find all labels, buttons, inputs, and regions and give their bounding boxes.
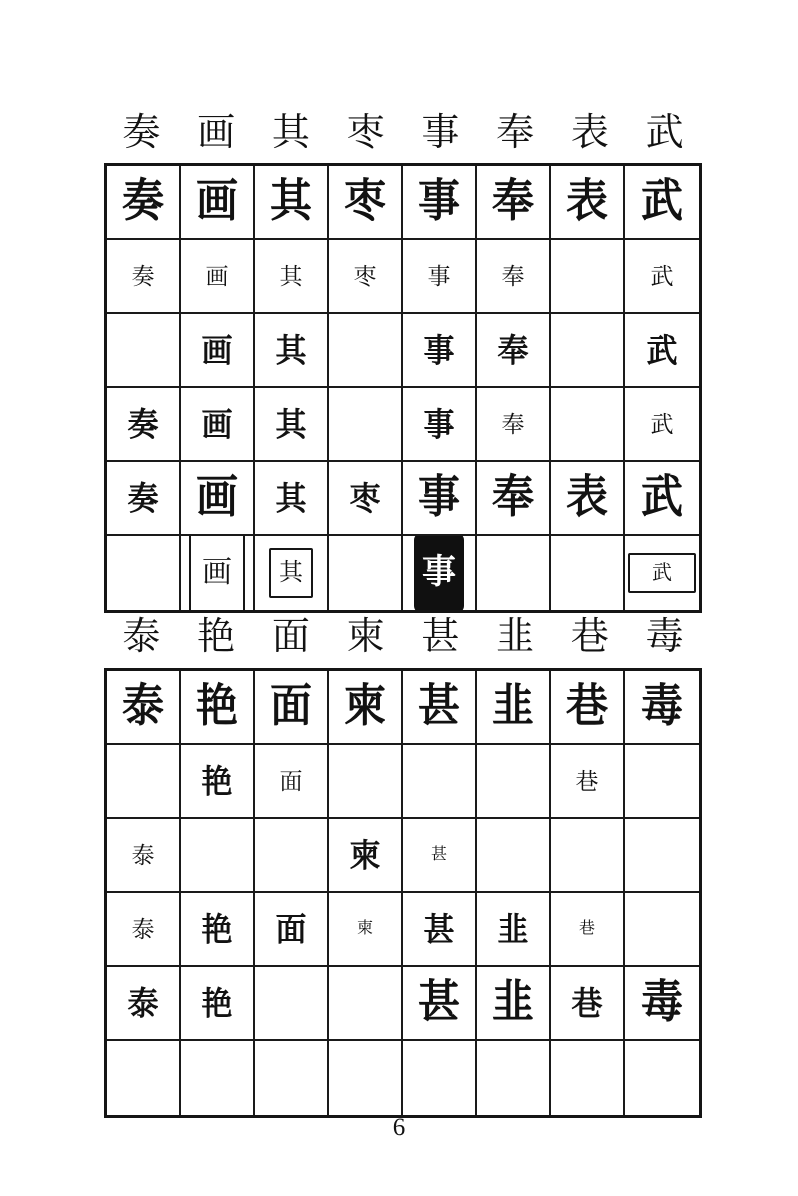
glyph-cell bbox=[181, 536, 255, 610]
ancient-script-glyph: 毒 bbox=[640, 682, 683, 732]
glyph-cell bbox=[255, 462, 329, 536]
page-number: 6 bbox=[392, 1114, 406, 1141]
ancient-script-glyph: 表 bbox=[565, 177, 608, 227]
glyph-cell bbox=[551, 166, 625, 240]
ancient-script-glyph: 枣 bbox=[353, 263, 377, 289]
glyph-cell-empty bbox=[477, 745, 551, 819]
ancient-script-glyph: 奉 bbox=[497, 331, 529, 369]
glyph-cell bbox=[329, 462, 403, 536]
glyph-cell-empty bbox=[181, 819, 255, 893]
ancient-script-glyph: 枣 bbox=[349, 479, 381, 517]
glyph-cell bbox=[551, 671, 625, 745]
glyph-cell bbox=[329, 671, 403, 745]
glyph-cell-empty bbox=[107, 536, 181, 610]
header-character: 奏 bbox=[122, 112, 161, 154]
ancient-script-glyph: 甚 bbox=[430, 846, 447, 863]
ancient-script-glyph: 武 bbox=[640, 177, 683, 227]
ancient-script-glyph: 画 bbox=[195, 177, 238, 227]
ancient-script-glyph: 事 bbox=[427, 263, 451, 289]
glyph-cell-empty bbox=[477, 536, 551, 610]
glyph-cell-empty bbox=[107, 314, 181, 388]
ancient-script-glyph: 奉 bbox=[501, 411, 525, 437]
glyph-cell-empty bbox=[329, 967, 403, 1041]
ancient-script-glyph: 奉 bbox=[491, 473, 534, 523]
glyph-cell bbox=[329, 166, 403, 240]
ancient-script-glyph: 奏 bbox=[127, 479, 159, 517]
glyph-cell bbox=[477, 240, 551, 314]
ancient-script-glyph: 泰 bbox=[131, 916, 155, 942]
ancient-script-glyph: 其 bbox=[275, 479, 307, 517]
glyph-cell-empty bbox=[551, 240, 625, 314]
glyph-cell-empty bbox=[625, 745, 699, 819]
glyph-cell-empty bbox=[329, 388, 403, 462]
glyph-cell bbox=[625, 462, 699, 536]
glyph-cell bbox=[107, 166, 181, 240]
glyph-cell bbox=[625, 388, 699, 462]
glyph-cell-empty bbox=[107, 745, 181, 819]
glyph-cell bbox=[477, 462, 551, 536]
ancient-script-glyph: 泰 bbox=[121, 682, 164, 732]
ancient-script-glyph: 艳 bbox=[201, 984, 233, 1022]
glyph-cell bbox=[625, 240, 699, 314]
glyph-cell bbox=[107, 462, 181, 536]
glyph-cell-empty bbox=[403, 1041, 477, 1115]
ancient-script-glyph: 巷 bbox=[578, 920, 595, 937]
glyph-cell bbox=[181, 893, 255, 967]
header-character: 表 bbox=[570, 112, 609, 154]
glyph-cell-empty bbox=[551, 536, 625, 610]
header-character: 枣 bbox=[346, 112, 385, 154]
glyph-cell bbox=[625, 671, 699, 745]
ancient-script-glyph: 柬 bbox=[343, 682, 386, 732]
glyph-cell bbox=[403, 671, 477, 745]
ancient-script-glyph: 画 bbox=[201, 331, 233, 369]
header-character: 艳 bbox=[197, 616, 236, 658]
ancient-script-glyph: 武 bbox=[640, 473, 683, 523]
ancient-script-glyph: 其 bbox=[269, 548, 313, 598]
glyph-cell bbox=[625, 314, 699, 388]
glyph-cell bbox=[551, 967, 625, 1041]
glyph-cell bbox=[255, 745, 329, 819]
glyph-cell bbox=[181, 671, 255, 745]
ancient-script-glyph: 柬 bbox=[356, 920, 373, 937]
glyph-cell bbox=[551, 462, 625, 536]
glyph-cell-empty bbox=[255, 967, 329, 1041]
ancient-script-glyph: 事 bbox=[423, 405, 455, 443]
glyph-cell bbox=[403, 819, 477, 893]
glyph-cell bbox=[107, 388, 181, 462]
header-character: 武 bbox=[645, 112, 684, 154]
ancient-script-glyph: 枣 bbox=[343, 177, 386, 227]
ancient-script-glyph: 韭 bbox=[491, 978, 534, 1028]
glyph-cell bbox=[403, 166, 477, 240]
ancient-script-glyph: 面 bbox=[275, 910, 307, 948]
glyph-cell bbox=[107, 240, 181, 314]
glyph-cell-empty bbox=[551, 1041, 625, 1115]
glyph-cell bbox=[181, 314, 255, 388]
ancient-script-glyph: 艳 bbox=[201, 910, 233, 948]
header-character: 韭 bbox=[496, 616, 535, 658]
ancient-script-glyph: 甚 bbox=[417, 978, 460, 1028]
glyph-cell bbox=[403, 893, 477, 967]
ancient-script-glyph: 泰 bbox=[127, 984, 159, 1022]
ancient-script-glyph: 巷 bbox=[565, 682, 608, 732]
header-character: 面 bbox=[271, 616, 310, 658]
glyph-cell-empty bbox=[477, 1041, 551, 1115]
glyph-cell-empty bbox=[551, 388, 625, 462]
script-variant-grid-1 bbox=[104, 163, 702, 613]
glyph-cell-empty bbox=[329, 745, 403, 819]
ancient-script-glyph: 柬 bbox=[349, 836, 381, 874]
ancient-script-glyph: 韭 bbox=[497, 910, 529, 948]
ancient-script-glyph: 其 bbox=[275, 405, 307, 443]
glyph-cell-empty bbox=[329, 1041, 403, 1115]
ancient-script-glyph: 面 bbox=[279, 768, 303, 794]
glyph-cell bbox=[181, 166, 255, 240]
ancient-script-glyph: 事 bbox=[417, 473, 460, 523]
glyph-cell-empty bbox=[551, 819, 625, 893]
header-char-row-2 bbox=[104, 614, 702, 660]
glyph-cell-empty bbox=[329, 536, 403, 610]
glyph-cell bbox=[403, 388, 477, 462]
script-variant-grid-2 bbox=[104, 668, 702, 1118]
ancient-script-glyph: 其 bbox=[269, 177, 312, 227]
ancient-script-glyph: 奉 bbox=[491, 177, 534, 227]
glyph-cell bbox=[625, 536, 699, 610]
header-character: 毒 bbox=[645, 616, 684, 658]
glyph-cell-empty bbox=[625, 819, 699, 893]
glyph-cell bbox=[477, 166, 551, 240]
ancient-script-glyph: 画 bbox=[201, 405, 233, 443]
ancient-script-glyph: 事 bbox=[423, 331, 455, 369]
ancient-script-glyph: 毒 bbox=[640, 978, 683, 1028]
glyph-cell bbox=[255, 671, 329, 745]
glyph-cell bbox=[255, 388, 329, 462]
header-char-row-1 bbox=[104, 110, 702, 156]
glyph-cell bbox=[181, 240, 255, 314]
glyph-cell bbox=[107, 893, 181, 967]
glyph-cell bbox=[477, 314, 551, 388]
glyph-cell bbox=[181, 462, 255, 536]
glyph-cell-empty bbox=[403, 745, 477, 819]
glyph-cell bbox=[255, 166, 329, 240]
glyph-cell bbox=[255, 314, 329, 388]
header-character: 甚 bbox=[421, 616, 460, 658]
ancient-script-glyph: 甚 bbox=[423, 910, 455, 948]
glyph-cell bbox=[551, 745, 625, 819]
ancient-script-glyph: 面 bbox=[269, 682, 312, 732]
header-character: 事 bbox=[421, 112, 460, 154]
glyph-cell-empty bbox=[181, 1041, 255, 1115]
glyph-cell-empty bbox=[107, 1041, 181, 1115]
glyph-cell bbox=[255, 240, 329, 314]
ancient-script-glyph: 韭 bbox=[491, 682, 534, 732]
glyph-cell bbox=[477, 388, 551, 462]
header-character: 画 bbox=[197, 112, 236, 154]
glyph-cell bbox=[625, 967, 699, 1041]
ancient-script-glyph: 画 bbox=[195, 473, 238, 523]
ancient-script-glyph: 奉 bbox=[501, 263, 525, 289]
ancient-script-glyph: 武 bbox=[650, 263, 674, 289]
glyph-cell bbox=[403, 314, 477, 388]
ancient-script-glyph: 画 bbox=[189, 536, 245, 610]
glyph-cell bbox=[625, 166, 699, 240]
ancient-script-glyph: 武 bbox=[646, 331, 678, 369]
glyph-cell bbox=[403, 536, 477, 610]
glyph-cell bbox=[255, 536, 329, 610]
glyph-cell bbox=[403, 462, 477, 536]
glyph-cell bbox=[329, 240, 403, 314]
glyph-cell bbox=[329, 819, 403, 893]
ancient-script-glyph: 表 bbox=[565, 473, 608, 523]
glyph-cell-empty bbox=[255, 819, 329, 893]
glyph-cell bbox=[477, 893, 551, 967]
ancient-script-glyph: 事 bbox=[414, 536, 464, 610]
glyph-cell bbox=[107, 819, 181, 893]
ancient-script-glyph: 事 bbox=[417, 177, 460, 227]
glyph-cell-empty bbox=[551, 314, 625, 388]
header-character: 其 bbox=[271, 112, 310, 154]
ancient-script-glyph: 甚 bbox=[417, 682, 460, 732]
glyph-cell-empty bbox=[329, 314, 403, 388]
ancient-script-glyph: 奏 bbox=[127, 405, 159, 443]
glyph-cell bbox=[107, 967, 181, 1041]
ancient-script-glyph: 其 bbox=[275, 331, 307, 369]
ancient-script-glyph: 奏 bbox=[131, 263, 155, 289]
ancient-script-glyph: 画 bbox=[205, 263, 229, 289]
glyph-cell-empty bbox=[625, 893, 699, 967]
glyph-cell-empty bbox=[477, 819, 551, 893]
glyph-cell-empty bbox=[255, 1041, 329, 1115]
glyph-cell bbox=[255, 893, 329, 967]
glyph-cell bbox=[477, 671, 551, 745]
glyph-cell bbox=[181, 388, 255, 462]
ancient-script-glyph: 艳 bbox=[195, 682, 238, 732]
ancient-script-glyph: 巷 bbox=[571, 984, 603, 1022]
ancient-script-glyph: 武 bbox=[628, 553, 696, 593]
glyph-cell bbox=[477, 967, 551, 1041]
glyph-cell bbox=[403, 240, 477, 314]
glyph-cell bbox=[181, 745, 255, 819]
header-character: 巷 bbox=[570, 616, 609, 658]
ancient-script-glyph: 奏 bbox=[121, 177, 164, 227]
glyph-cell-empty bbox=[625, 1041, 699, 1115]
header-character: 泰 bbox=[122, 616, 161, 658]
ancient-script-glyph: 其 bbox=[279, 263, 303, 289]
glyph-cell bbox=[403, 967, 477, 1041]
glyph-cell bbox=[329, 893, 403, 967]
glyph-cell bbox=[107, 671, 181, 745]
glyph-cell bbox=[181, 967, 255, 1041]
header-character: 柬 bbox=[346, 616, 385, 658]
header-character: 奉 bbox=[496, 112, 535, 154]
ancient-script-glyph: 泰 bbox=[131, 842, 155, 868]
glyph-cell bbox=[551, 893, 625, 967]
ancient-script-glyph: 武 bbox=[650, 411, 674, 437]
ancient-script-glyph: 艳 bbox=[201, 762, 233, 800]
ancient-script-glyph: 巷 bbox=[575, 768, 599, 794]
